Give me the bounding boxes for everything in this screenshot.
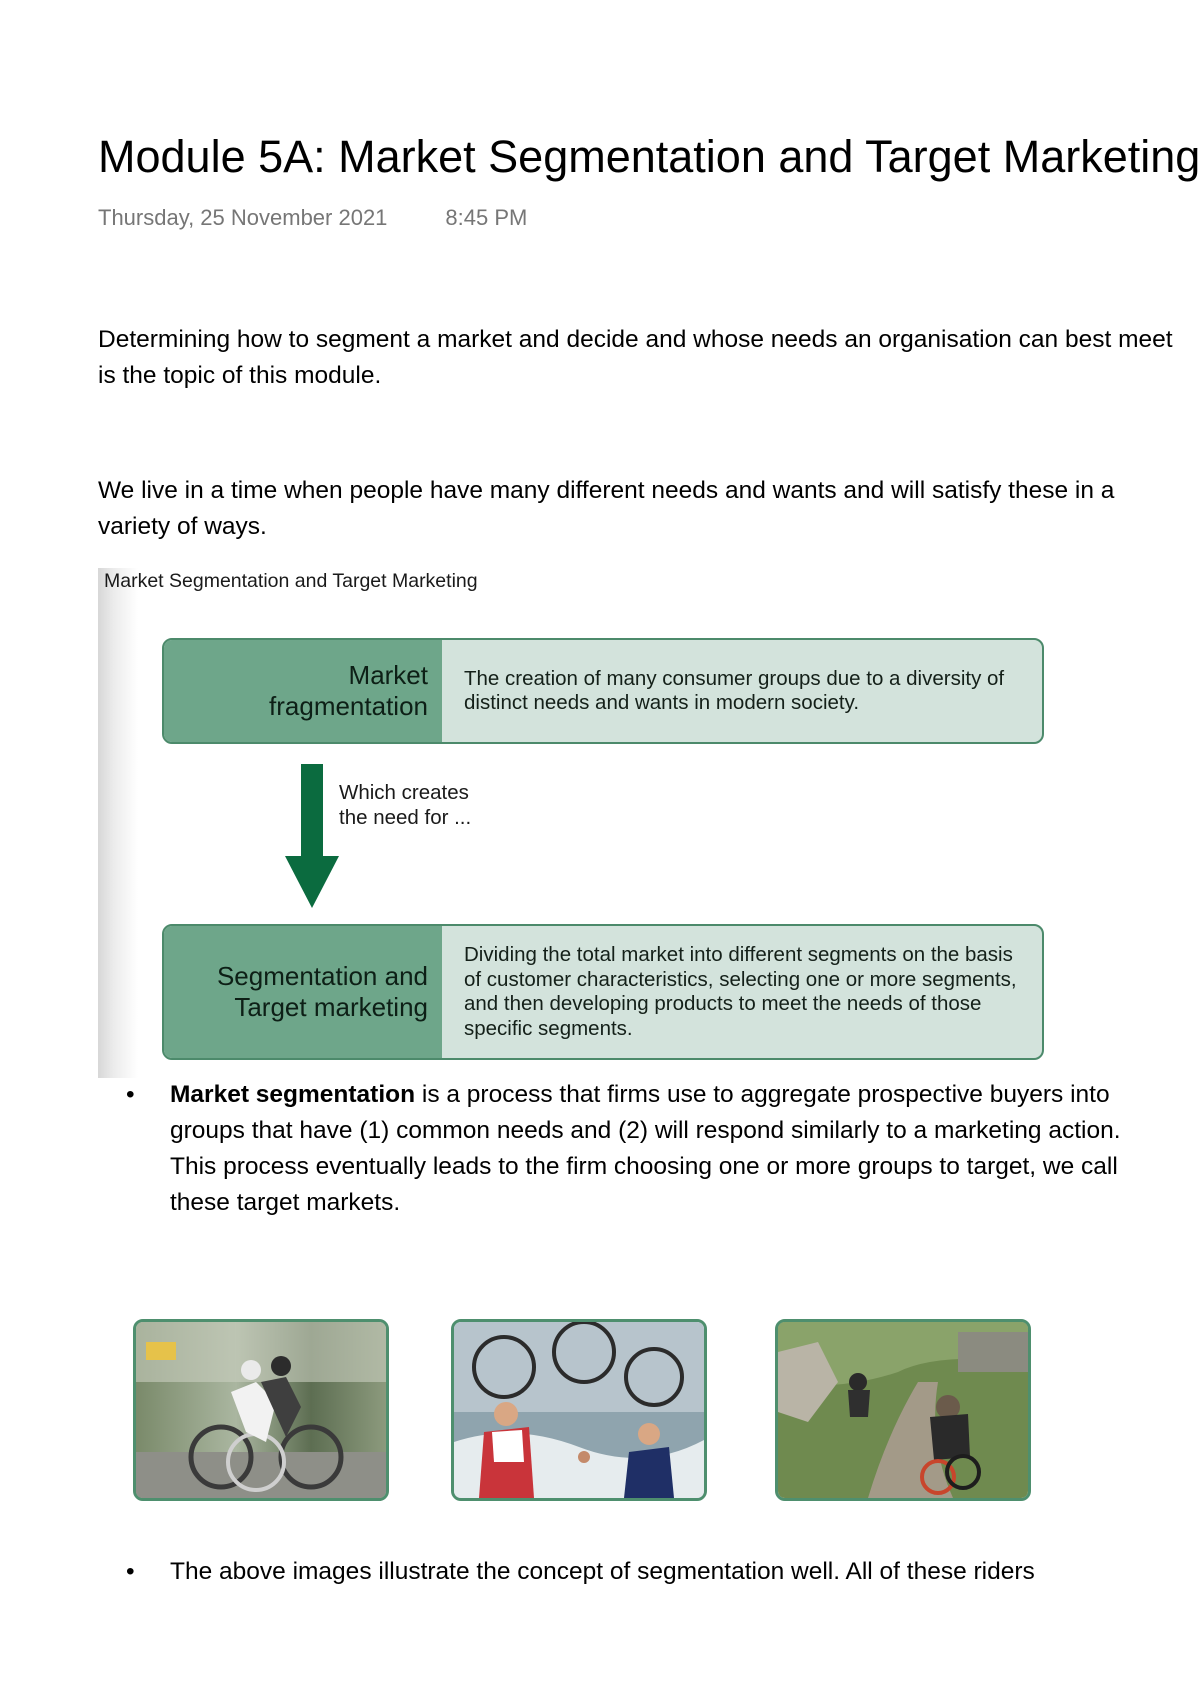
paragraph-intro: Determining how to segment a market and decide and whose needs an organisation can best meet is the topic of this module. — [98, 326, 1173, 389]
segmentation-target-marketing-description: Dividing the total market into different segments on the basis of customer characteristics, selecting one or more segments, and then developing products to meet the needs of those specific segments. — [464, 943, 1017, 1040]
down-arrow-icon — [285, 764, 339, 908]
bullet-text: The above images illustrate the concept of segmentation well. All of these riders — [170, 1558, 1035, 1585]
paragraph-needs: We live in a time when people have many different needs and wants and will satisfy these in a variety of ways. — [98, 477, 1115, 540]
market-fragmentation-box — [162, 638, 1044, 744]
page-time: 8:45 PM — [445, 205, 528, 230]
segmentation-target-marketing-term — [164, 926, 442, 1058]
bullet-symbol: • — [126, 1081, 135, 1108]
term-line: fragmentation — [269, 691, 428, 721]
bullet-bold-term: Market segmentation — [170, 1081, 416, 1108]
arrow-label-line: the need for ... — [339, 806, 472, 829]
bullet-symbol: • — [126, 1558, 135, 1585]
mountain-bikers-trail-photo — [775, 1319, 1031, 1501]
term-line: Segmentation and — [216, 961, 428, 991]
bullet-images-explanation — [126, 1554, 1146, 1594]
page-timestamp — [98, 205, 527, 231]
diagram-caption: Market Segmentation and Target Marketing — [104, 570, 478, 592]
segmentation-target-marketing-box — [162, 924, 1044, 1060]
term-line: Target marketing — [234, 992, 428, 1022]
page-title: Module 5A: Market Segmentation and Target Marketing — [98, 132, 1200, 182]
page-date: Thursday, 25 November 2021 — [98, 205, 388, 230]
arrow-label — [339, 780, 471, 830]
bullet-body: is a process that firms use to aggregate prospective buyers into groups that have (1) common needs and (2) will respond similarly to a marketing action. This process eventually leads to the firm choosing one or more groups to target, we call these target markets. — [170, 1081, 1121, 1216]
bullet-text — [170, 1077, 1146, 1221]
market-fragmentation-term — [164, 640, 442, 742]
arrow-label-line: Which creates — [339, 781, 469, 804]
segmentation-diagram — [98, 568, 1078, 1078]
cyclists-beach-photo — [451, 1319, 707, 1501]
bullet-market-segmentation — [126, 1077, 1146, 1227]
term-line: Market — [348, 660, 428, 690]
cyclists-city-photo — [133, 1319, 389, 1501]
market-fragmentation-description: The creation of many consumer groups due to a diversity of distinct needs and wants in modern society. — [464, 666, 1005, 714]
